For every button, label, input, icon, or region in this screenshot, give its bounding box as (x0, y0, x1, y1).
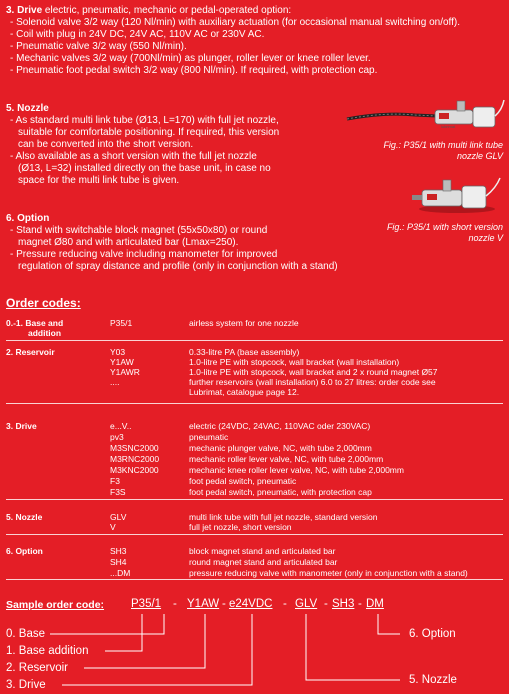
group-label: 0.-1. Base and (6, 318, 64, 328)
order-desc: full jet nozzle, short version (189, 522, 292, 532)
order-desc: mechanic plunger valve, NC, with tube 2,000mm (189, 443, 372, 453)
nozzle-bullet: (Ø13, L=32) installed directly on the base unit, in case no (18, 163, 271, 174)
sample-part-option-1: SH3 (332, 598, 355, 610)
sample-label-drive: 3. Drive (6, 679, 46, 691)
option-bullet: - Pressure reducing valve including manometer for improved (10, 249, 278, 260)
order-desc: 1.0-litre PE with stopcock, wall bracket (wall installation) (189, 357, 400, 367)
order-code: pv3 (110, 432, 124, 442)
sample-part-base: P35/1 (131, 598, 162, 610)
sample-part-drive: e24VDC (229, 598, 273, 610)
sample-label-reservoir: 2. Reservoir (6, 662, 68, 674)
order-desc: further reservoirs (wall installation) 6.0 to 27 litres: order code see (189, 377, 436, 387)
drive-bullet: - Pneumatic valve 3/2 way (550 Nl/min). (10, 41, 187, 52)
order-desc: block magnet stand and articulated bar (189, 546, 336, 556)
order-desc: mechanic knee roller lever valve, NC, with tube 2,000mm (189, 465, 404, 475)
order-code: Y1AW (110, 357, 134, 367)
order-code: ...DM (110, 568, 131, 578)
sample-order-code-label: Sample order code: (6, 599, 105, 611)
order-desc: pressure reducing valve with manometer (only in conjunction with a stand) (189, 568, 468, 578)
order-desc: Lubrimat, catalogue page 12. (189, 387, 300, 397)
order-code: P35/1 (110, 318, 133, 328)
order-code: M3SNC2000 (110, 443, 159, 453)
sample-separator: - (222, 598, 226, 610)
order-desc: pneumatic (189, 432, 229, 442)
order-desc: mechanic roller lever valve, NC, with tube 2,000mm (189, 454, 384, 464)
drive-bullet: - Coil with plug in 24V DC, 24V AC, 110V AC or 230V AC. (10, 29, 265, 40)
sample-label-base: 0. Base (6, 628, 45, 640)
nozzle-bullet: space for the multi link tube is given. (18, 175, 180, 186)
order-code: V (110, 522, 116, 532)
sample-part-reservoir: Y1AW (187, 598, 220, 610)
option-bullet: - Stand with switchable block magnet (55x50x80) or round (10, 225, 268, 236)
nozzle-bullet: - As standard multi link tube (Ø13, L=170) with full jet nozzle, (10, 115, 279, 126)
nozzle-bullet: can be converted into the short version. (18, 139, 194, 150)
device-logo: lubrimat (441, 124, 456, 129)
order-code: Y03 (110, 347, 126, 357)
option-bullet: magnet Ø80 and with articulated bar (Lmax=250). (18, 237, 239, 248)
order-code: F3 (110, 476, 120, 486)
order-code: SH4 (110, 557, 127, 567)
nozzle-bullet: suitable for comfortable positioning. If required, this version (18, 127, 280, 138)
nozzle-heading: 5. Nozzle (6, 103, 49, 114)
order-codes-title: Order codes: (6, 296, 81, 310)
group-label: 2. Reservoir (6, 347, 55, 357)
order-code: F3S (110, 487, 126, 497)
drive-bullet: - Mechanic valves 3/2 way (700Nl/min) as plunger, roller lever or knee roller lever. (10, 53, 371, 64)
sample-label-base-addition: 1. Base addition (6, 645, 89, 657)
order-code: SH3 (110, 546, 127, 556)
group-label: 3. Drive (6, 421, 37, 431)
order-desc: 1.0-litre PE with stopcock, wall bracket and 2 x round magnet Ø57 (189, 367, 438, 377)
order-desc: round magnet stand and articulated bar (189, 557, 338, 567)
sample-part-nozzle: GLV (295, 598, 318, 610)
option-heading: 6. Option (6, 213, 50, 224)
order-code: M3RNC2000 (110, 454, 160, 464)
drive-heading: 3. Drive electric, pneumatic, mechanic or pedal-operated option: (6, 5, 292, 16)
group-label: 6. Option (6, 546, 43, 556)
sample-separator: - (324, 598, 328, 610)
order-desc: airless system for one nozzle (189, 318, 299, 328)
sample-separator: - (173, 598, 177, 610)
option-bullet: regulation of spray distance and profile (only in conjunction with a stand) (18, 261, 338, 272)
group-label: 5. Nozzle (6, 512, 43, 522)
group-label: addition (28, 328, 62, 338)
sample-label-nozzle: 5. Nozzle (409, 674, 457, 686)
order-desc: foot pedal switch, pneumatic, with protection cap (189, 487, 372, 497)
sample-separator: - (358, 598, 362, 610)
drive-bullet: - Pneumatic foot pedal switch 3/2 way (800 Nl/min). If required, with protection cap. (10, 65, 378, 76)
order-code: GLV (110, 512, 127, 522)
order-desc: foot pedal switch, pneumatic (189, 476, 297, 486)
order-desc: 0.33-litre PA (base assembly) (189, 347, 300, 357)
order-code: M3KNC2000 (110, 465, 159, 475)
sample-part-option-2: DM (366, 598, 384, 610)
order-code: e...V.. (110, 421, 132, 431)
nozzle-bullet: - Also available as a short version with the full jet nozzle (10, 151, 257, 162)
order-code: Y1AWR (110, 367, 140, 377)
figure-1-caption: Fig.: P35/1 with multi link tube nozzle GLV (383, 140, 503, 161)
sample-label-option: 6. Option (409, 628, 456, 640)
order-code: .... (110, 377, 120, 387)
sample-separator: - (283, 598, 287, 610)
drive-bullet: - Solenoid valve 3/2 way (120 Nl/min) with auxiliary actuation (for occasional manual switching on/off). (10, 17, 461, 28)
figure-2-caption: Fig.: P35/1 with short version nozzle V (386, 222, 503, 243)
order-desc: multi link tube with full jet nozzle, standard version (189, 512, 378, 522)
order-desc: electric (24VDC, 24VAC, 110VAC oder 230VAC) (189, 421, 371, 431)
